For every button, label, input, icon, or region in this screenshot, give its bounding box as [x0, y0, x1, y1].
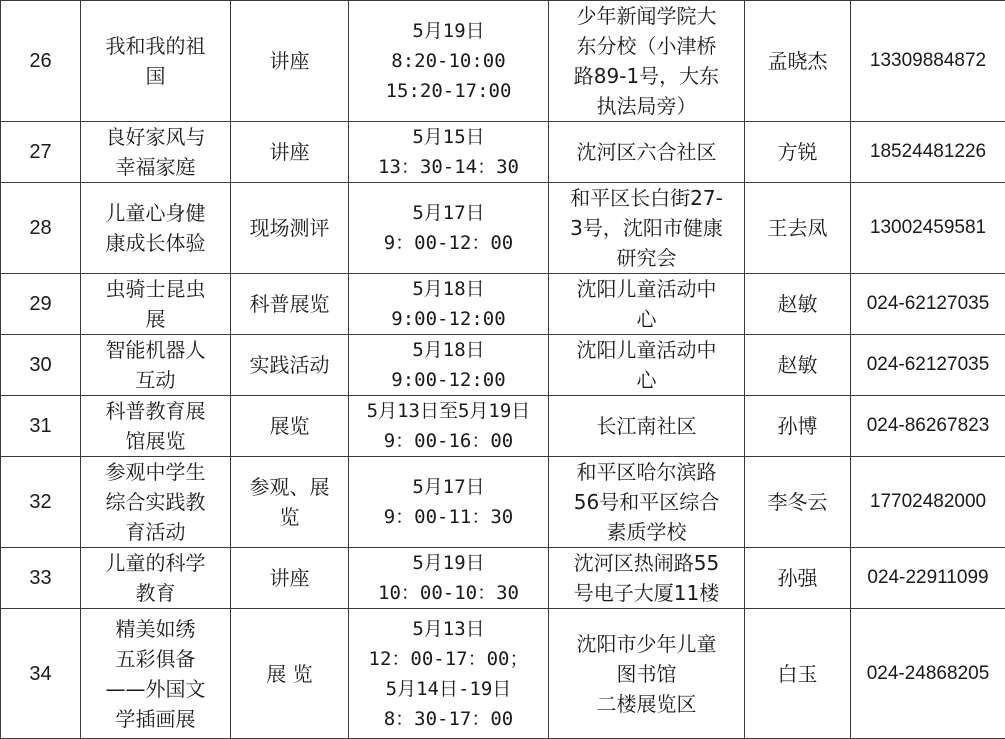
activity-type: 讲座 — [231, 548, 349, 609]
row-number: 27 — [1, 122, 81, 183]
row-number: 32 — [1, 457, 81, 548]
activity-name: 智能机器人 互动 — [81, 335, 231, 396]
activity-type: 展览 — [231, 396, 349, 457]
activity-time: 5月19日 10：00-10：30 — [349, 548, 549, 609]
contact-person: 李冬云 — [745, 457, 851, 548]
activity-type: 实践活动 — [231, 335, 349, 396]
activity-location: 少年新闻学院大 东分校（小津桥 路89-1号，大东 执法局旁） — [549, 1, 745, 122]
activity-location: 沈河区六合社区 — [549, 122, 745, 183]
row-number: 33 — [1, 548, 81, 609]
activity-time: 5月17日 9：00-11：30 — [349, 457, 549, 548]
table-row — [1, 1, 1005, 122]
table-row — [1, 122, 1005, 183]
activity-location: 沈河区热闹路55 号电子大厦11楼 — [549, 548, 745, 609]
activity-time: 5月13日至5月19日 9：00-16：00 — [349, 396, 549, 457]
contact-person: 赵敏 — [745, 335, 851, 396]
table-row — [1, 274, 1005, 335]
activity-location: 长江南社区 — [549, 396, 745, 457]
contact-person: 孙强 — [745, 548, 851, 609]
row-number: 28 — [1, 183, 81, 274]
table-row — [1, 548, 1005, 609]
activity-name: 我和我的祖 国 — [81, 1, 231, 122]
activity-time: 5月17日 9：00-12：00 — [349, 183, 549, 274]
activity-type: 展 览 — [231, 609, 349, 739]
activity-type: 讲座 — [231, 1, 349, 122]
table-row — [1, 183, 1005, 274]
table-row — [1, 335, 1005, 396]
activity-location: 和平区长白街27- 3号，沈阳市健康 研究会 — [549, 183, 745, 274]
contact-phone: 17702482000 — [851, 457, 1005, 548]
contact-phone: 024-22911099 — [851, 548, 1005, 609]
activity-location: 和平区哈尔滨路 56号和平区综合 素质学校 — [549, 457, 745, 548]
activity-type: 参观、展 览 — [231, 457, 349, 548]
contact-phone: 024-24868205 — [851, 609, 1005, 739]
activity-type: 科普展览 — [231, 274, 349, 335]
activity-location: 沈阳儿童活动中 心 — [549, 335, 745, 396]
activity-name: 儿童心身健 康成长体验 — [81, 183, 231, 274]
row-number: 29 — [1, 274, 81, 335]
activity-type: 讲座 — [231, 122, 349, 183]
table-row — [1, 396, 1005, 457]
contact-person: 方锐 — [745, 122, 851, 183]
row-number: 30 — [1, 335, 81, 396]
contact-phone: 024-86267823 — [851, 396, 1005, 457]
activity-time: 5月18日 9:00-12:00 — [349, 335, 549, 396]
activity-time: 5月13日 12：00-17：00； 5月14日-19日 8：30-17：00 — [349, 609, 549, 739]
contact-phone: 024-62127035 — [851, 335, 1005, 396]
activity-location: 沈阳儿童活动中 心 — [549, 274, 745, 335]
activity-time: 5月19日 8:20-10:00 15:20-17:00 — [349, 1, 549, 122]
contact-person: 孟晓杰 — [745, 1, 851, 122]
activity-type: 现场测评 — [231, 183, 349, 274]
contact-phone: 024-62127035 — [851, 274, 1005, 335]
activity-name: 参观中学生 综合实践教 育活动 — [81, 457, 231, 548]
contact-person: 王去凤 — [745, 183, 851, 274]
activity-name: 虫骑士昆虫 展 — [81, 274, 231, 335]
activity-name: 科普教育展 馆展览 — [81, 396, 231, 457]
contact-phone: 13002459581 — [851, 183, 1005, 274]
contact-phone: 13309884872 — [851, 1, 1005, 122]
activity-time: 5月18日 9:00-12:00 — [349, 274, 549, 335]
contact-person: 孙博 — [745, 396, 851, 457]
contact-person: 白玉 — [745, 609, 851, 739]
activity-name: 儿童的科学 教育 — [81, 548, 231, 609]
contact-person: 赵敏 — [745, 274, 851, 335]
table-row — [1, 457, 1005, 548]
row-number: 31 — [1, 396, 81, 457]
activity-name: 精美如绣 五彩俱备 ——外国文 学插画展 — [81, 609, 231, 739]
contact-phone: 18524481226 — [851, 122, 1005, 183]
activity-name: 良好家风与 幸福家庭 — [81, 122, 231, 183]
activity-time: 5月15日 13：30-14：30 — [349, 122, 549, 183]
row-number: 26 — [1, 1, 81, 122]
table-row — [1, 609, 1005, 739]
row-number: 34 — [1, 609, 81, 739]
activity-location: 沈阳市少年儿童 图书馆 二楼展览区 — [549, 609, 745, 739]
